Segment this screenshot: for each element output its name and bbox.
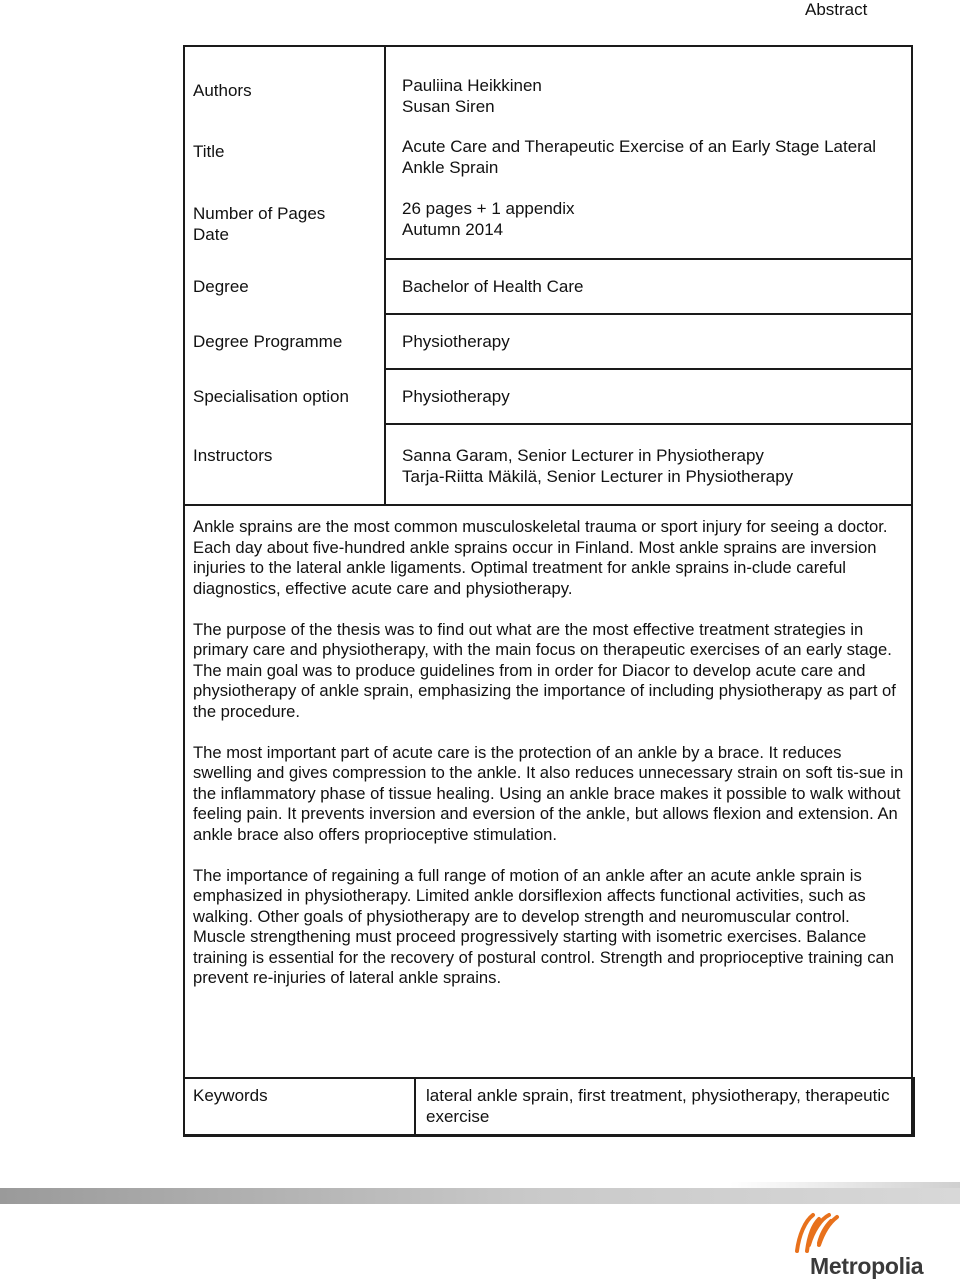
thesis-title-line: Acute Care and Therapeutic Exercise of an Early Stage Lateral (402, 137, 877, 156)
abstract-paragraph: The importance of regaining a full range of motion of an ankle after an acute ankle sprain is emphasized in physiotherapy. Limited ankle dorsiflexion affects functional activities, such as walking. Other goals of physiotherapy are to develop strength and neuromuscular control. Muscle strengthening must proceed progressively starting with isometric exercises. Balance training is essential for the recovery of postural control. Strength and proprioceptive training can prevent re-injuries of lateral ankle sprains. (193, 865, 895, 987)
programme-label: Degree Programme (193, 332, 343, 351)
pages-label: Number of Pages (193, 204, 326, 223)
instructor-name: Sanna Garam, Senior Lecturer in Physiotherapy (402, 446, 764, 465)
row-divider (384, 423, 913, 425)
keywords-label: Keywords (193, 1086, 268, 1105)
keywords-value: lateral ankle sprain, first treatment, physiotherapy, therapeutic exercise (426, 1086, 890, 1126)
specialisation-label: Specialisation option (193, 387, 349, 406)
page-label: Abstract (805, 0, 868, 19)
degree-label: Degree (193, 277, 249, 296)
pages-value: 26 pages + 1 appendix (402, 199, 575, 218)
logo-wordmark: Metropolia (810, 1253, 924, 1279)
author-name: Pauliina Heikkinen (402, 76, 542, 95)
thesis-title-line: Ankle Sprain (402, 157, 499, 177)
abstract-paragraph: Ankle sprains are the most common musculoskeletal trauma or sport injury for seeing a doctor. Each day about five-hundred ankle sprains occur in Finland. Most ankle sprains are inversion injuries to the lateral ankle ligaments. Optimal treatment for ankle sprains in-clude careful diagnostics, effective acute care and physiotherapy. (193, 517, 888, 598)
abstract-body (193, 517, 905, 1009)
authors-value (402, 76, 542, 117)
pages-date-labels (193, 204, 325, 245)
instructors-label: Instructors (193, 446, 273, 465)
row-divider (183, 504, 913, 506)
degree-value: Bachelor of Health Care (402, 277, 584, 296)
date-value: Autumn 2014 (402, 219, 504, 239)
footer-band (0, 1188, 960, 1204)
abstract-paragraph: The purpose of the thesis was to find out what are the most effective treatment strategies in primary care and physiotherapy, with the main focus on therapeutic exercises of an early stage. The main goal was to produce guidelines from in order for Diacor to develop acute care and physiotherapy of ankle sprain, emphasizing the importance of including physiotherapy as part of the procedure. (193, 619, 896, 721)
programme-value: Physiotherapy (402, 332, 510, 351)
row-divider (384, 368, 913, 370)
thesis-title (402, 137, 876, 178)
row-divider (384, 313, 913, 315)
instructor-name: Tarja-Riitta Mäkilä, Senior Lecturer in Physiotherapy (402, 466, 794, 486)
pages-date-values (402, 199, 575, 240)
column-divider (384, 45, 386, 506)
specialisation-value: Physiotherapy (402, 387, 510, 406)
instructors-value (402, 446, 793, 487)
authors-label: Authors (193, 81, 252, 100)
keywords-divider (414, 1077, 416, 1137)
abstract-paragraph: The most important part of acute care is the protection of an ankle by a brace. It reduces swelling and gives compression to the ankle. It also reduces unnecessary strain on soft tis-sue in the inflammatory phase of tissue healing. Using an ankle brace makes it possible to walk without feeling pain. It prevents inversion and eversion of the ankle, but allows flexion and extension. An ankle brace also offers proprioceptive stimulation. (193, 742, 904, 844)
row-divider (384, 258, 913, 260)
date-label: Date (193, 224, 229, 244)
title-label: Title (193, 142, 225, 161)
author-name: Susan Siren (402, 96, 495, 116)
